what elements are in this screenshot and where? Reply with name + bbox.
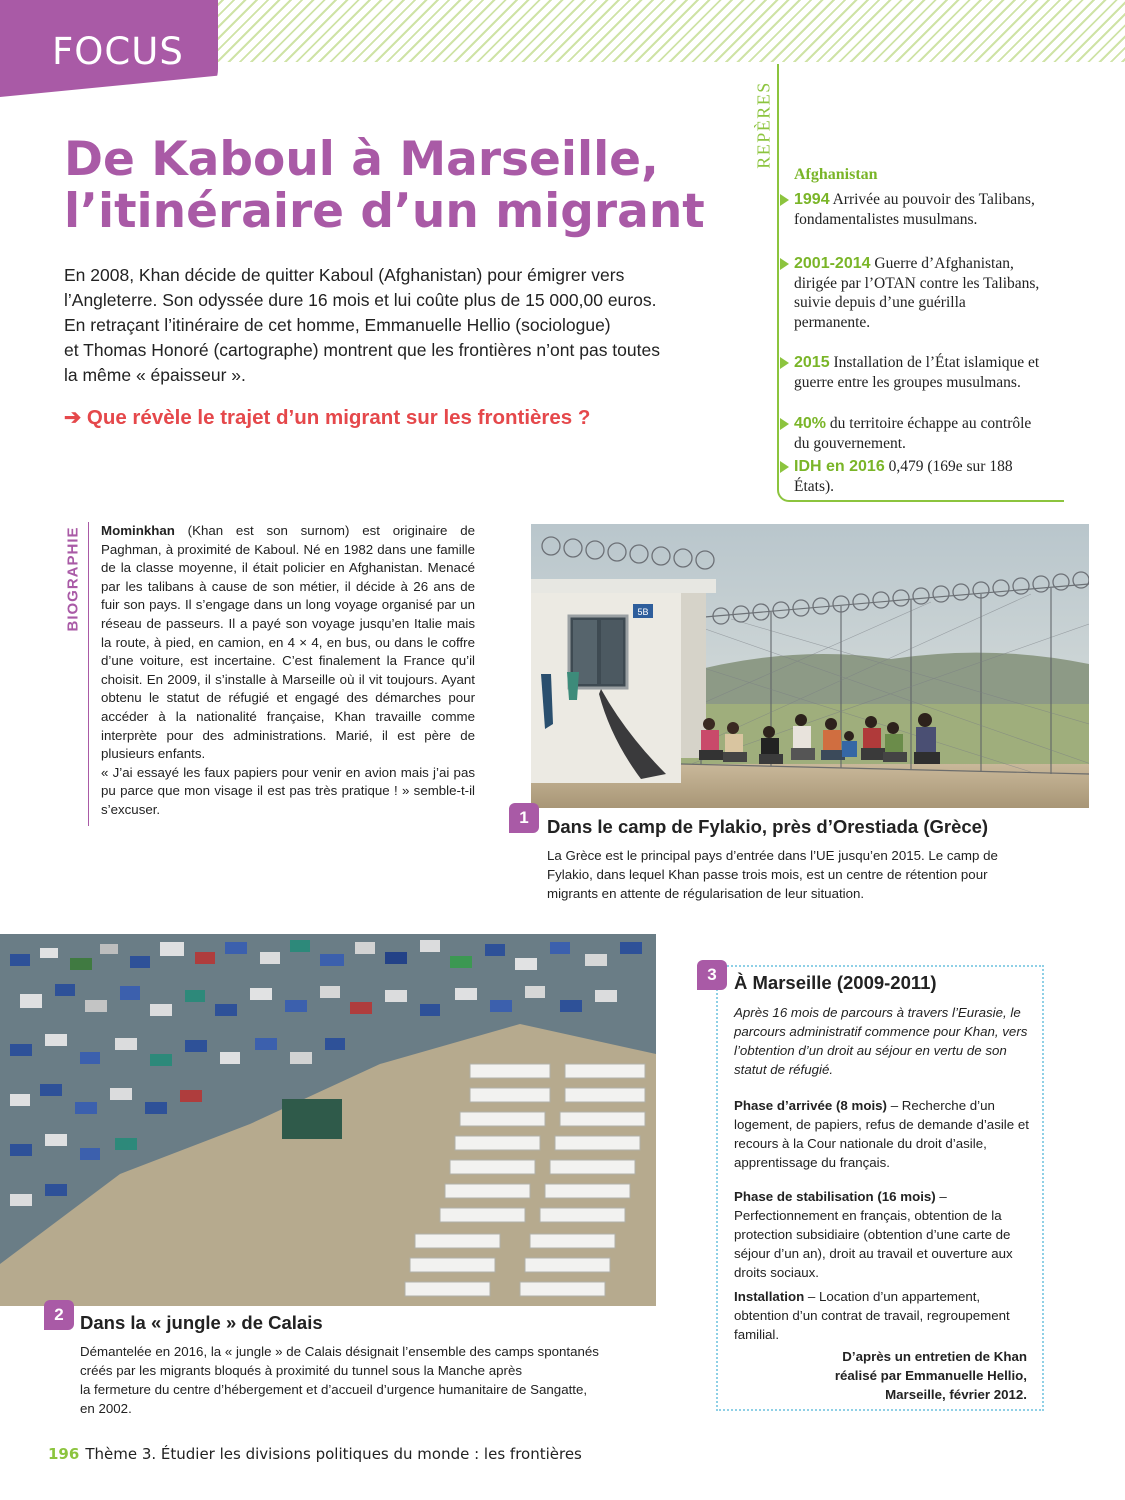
source-line: réalisé par Emmanuelle Hellio, <box>834 1368 1027 1383</box>
reperes-label <box>744 80 784 170</box>
biography-divider <box>88 522 89 826</box>
phase-text: – Recherche d’un logement, de papiers, refus de demande d’asile et recours à la Cour nationale du droit d’asile, apprentissage du français. <box>734 1098 1029 1170</box>
biography-body: (Khan est son surnom) est originaire de Paghman, à proximité de Kaboul. Né en 1982 dans une famille de la classe moyenne, il était policier en Afghanistan. Menacé par les talibans à cause de son métier, il décide à 26 ans de fuir son pays. Il s’engage dans un long voyage organisé par un réseau de passeurs. Il a payé son voyage jusqu’en Italie mais la route, à pied, en camion, en 4 × 4, en bus, ou dans le coffre d’une voiture, est incertaine. C’est finalement la France qu’il choisit. En 2009, il s’installe à Marseille où il vit toujours. Ayant obtenu le statut de réfugié et engagé des démarches pour accéder à la nationalité française, Khan travaille comme interprète pour des administrations. Marié, il est père de plusieurs enfants. <box>101 523 475 762</box>
container-sign: 5B <box>637 607 649 617</box>
reperes-text: du territoire échappe au contrôle du gouvernement. <box>794 415 1032 452</box>
title-line-1: De Kaboul à Marseille, <box>64 132 659 187</box>
caption-line: en 2002. <box>80 1401 132 1416</box>
reperes-border-corner <box>777 480 793 502</box>
photo-calais-illustration <box>0 934 656 1306</box>
photo-calais-jungle <box>0 934 656 1306</box>
biography-text <box>101 522 475 820</box>
doc2-caption <box>80 1342 645 1418</box>
doc3-phase <box>734 1096 1030 1172</box>
header-hatch-band <box>210 0 1125 62</box>
doc2-title: Dans la « jungle » de Calais <box>80 1312 323 1333</box>
title-line-2: l’itinéraire d’un migrant <box>64 184 705 239</box>
reperes-item <box>794 457 1044 496</box>
intro-line: et Thomas Honoré (cartographe) montrent que les frontières n’ont pas toutes <box>64 340 660 360</box>
phase-label: Installation <box>734 1289 805 1304</box>
biography-quote: « J’ai essayé les faux papiers pour venir en avion mais j’ai pas pu parce que mon visage il est pas très pratique ! » semble-t-il s’excuser. <box>101 764 475 817</box>
phase-label: Phase de stabilisation (16 mois) <box>734 1189 936 1204</box>
reperes-text: 0,479 (169e sur 188 États). <box>794 458 1013 495</box>
doc-number-badge: 3 <box>697 960 727 990</box>
photo-fylakio-illustration <box>531 524 1089 808</box>
reperes-year: IDH en 2016 <box>794 458 885 475</box>
doc3-title: À Marseille (2009-2011) <box>734 972 937 993</box>
reperes-item <box>794 353 1044 392</box>
reperes-item <box>794 414 1044 453</box>
photo-fylakio-camp <box>531 524 1089 808</box>
arrow-icon <box>780 418 789 430</box>
doc1-title: Dans le camp de Fylakio, près d’Orestiada (Grèce) <box>547 816 989 837</box>
doc3-source <box>734 1347 1027 1404</box>
reperes-year: 40% <box>794 415 827 432</box>
doc3-phase <box>734 1287 1030 1344</box>
reperes-text: Installation de l’État islamique et guerre entre les groupes musulmans. <box>794 354 1040 391</box>
reperes-item <box>794 254 1044 332</box>
intro-paragraph <box>64 263 736 388</box>
reperes-label-text: REPÈRES <box>753 81 774 169</box>
reperes-text: Arrivée au pouvoir des Talibans, fondamentalistes musulmans. <box>794 191 1035 228</box>
biography-label-text: BIOGRAPHIE <box>64 526 82 632</box>
source-line: Marseille, février 2012. <box>885 1387 1027 1402</box>
phase-text: – Perfectionnement en français, obtention de la protection subsidiaire (obtention d’une carte de séjour d’un an), droit au travail et ouverture aux droits sociaux. <box>734 1189 1013 1280</box>
caption-line: la fermeture du centre d’hébergement et d’accueil d’urgence humanitaire de Sangatte, <box>80 1382 588 1397</box>
page-title <box>64 134 744 238</box>
arrow-icon <box>780 461 789 473</box>
phase-text: – Location d’un appartement, obtention d’un contrat de travail, regroupement familial. <box>734 1289 1010 1342</box>
section-label: FOCUS <box>52 30 184 73</box>
doc3-phase <box>734 1187 1030 1282</box>
arrow-icon <box>780 258 789 270</box>
caption-line: Démantelée en 2016, la « jungle » de Calais désignait l’ensemble des camps spontanés <box>80 1344 599 1359</box>
doc1-caption: La Grèce est le principal pays d’entrée dans l’UE jusqu’en 2015. Le camp de Fylakio, dans lequel Khan passe trois mois, est un centre de rétention pour migrants en attente de régularisation de leur situation. <box>547 848 998 901</box>
reperes-country: Afghanistan <box>794 166 878 183</box>
reperes-text: Guerre d’Afghanistan, dirigée par l’OTAN contre les Talibans, suivie depuis d’une guérilla permanente. <box>794 255 1040 331</box>
caption-line: créés par les migrants bloqués à proximité du tunnel sous la Manche après <box>80 1363 522 1378</box>
intro-line: la même « épaisseur ». <box>64 365 246 385</box>
reperes-year: 1994 <box>794 191 830 208</box>
reperes-year: 2001-2014 <box>794 255 871 272</box>
intro-line: En retraçant l’itinéraire de cet homme, Emmanuelle Hellio (sociologue) <box>64 315 611 335</box>
reperes-year: 2015 <box>794 354 830 371</box>
intro-line: En 2008, Khan décide de quitter Kaboul (Afghanistan) pour émigrer vers <box>64 265 625 285</box>
reperes-item <box>794 190 1044 229</box>
arrow-icon <box>780 194 789 206</box>
key-question: ➔ Que révèle le trajet d’un migrant sur les frontières ? <box>64 406 591 429</box>
phase-label: Phase d’arrivée (8 mois) <box>734 1098 887 1113</box>
biography-name: Mominkhan <box>101 523 175 538</box>
doc-number-badge: 2 <box>44 1300 74 1330</box>
biography-label <box>58 524 88 634</box>
doc3-intro: Après 16 mois de parcours à travers l’Eurasie, le parcours administratif commence pour Khan, vers l’obtention d’un droit au séjour en vertu de son statut de réfugié. <box>734 1005 1028 1077</box>
page-footer <box>48 1445 582 1463</box>
page-number: 196 <box>48 1445 80 1463</box>
source-line: D’après un entretien de Khan <box>842 1349 1027 1364</box>
footer-theme: Thème 3. Étudier les divisions politiques du monde : les frontières <box>85 1445 582 1463</box>
doc-number-badge: 1 <box>509 803 539 833</box>
arrow-icon <box>780 357 789 369</box>
reperes-border-bottom <box>790 500 1064 502</box>
intro-line: l’Angleterre. Son odyssée dure 16 mois et lui coûte plus de 15 000,00 euros. <box>64 290 657 310</box>
